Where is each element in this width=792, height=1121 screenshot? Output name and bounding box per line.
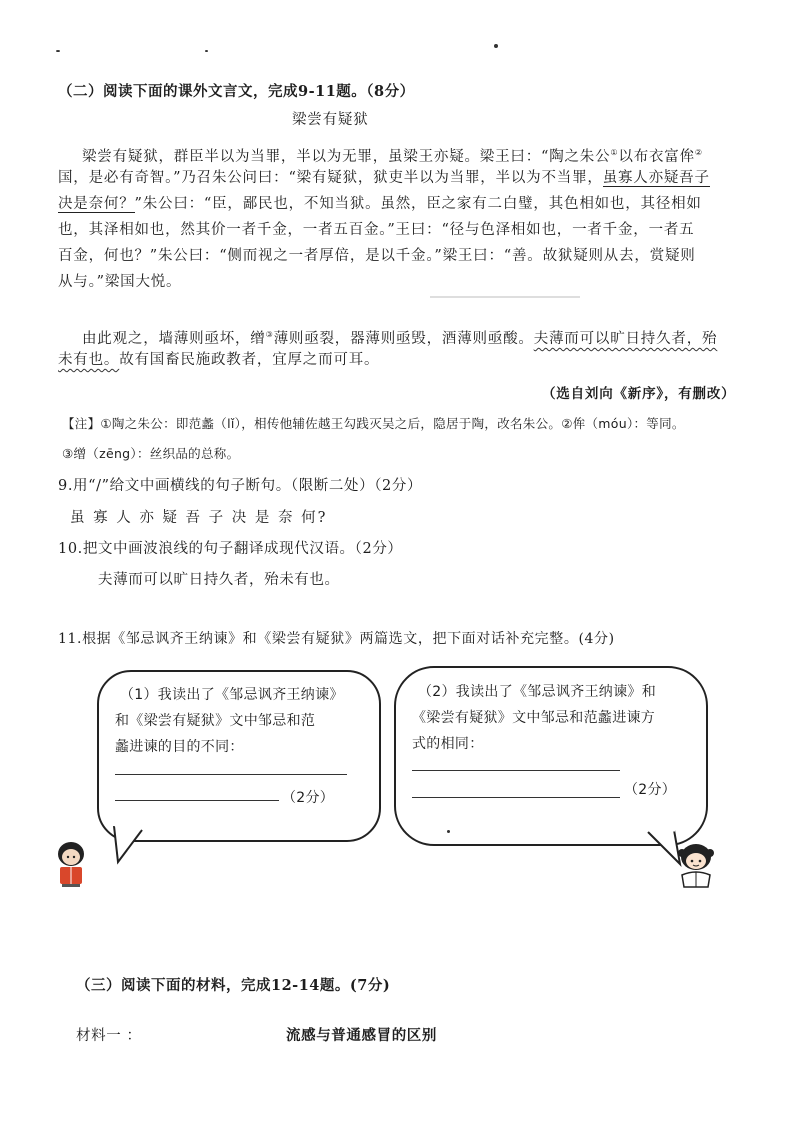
passage-line: 由此观之，墙薄则亟坏，缯③薄则亟裂，器薄则亟毁，酒薄则亟酸。夫薄而可以旷日持久者，殆 [82,330,718,347]
answer-line[interactable] [412,770,620,771]
wavy-sentence-part2: 未有也。 [58,352,120,368]
answer-line[interactable] [412,797,620,798]
speck [205,50,208,52]
passage-line: 未有也。故有国畜民施政教者，宜厚之而可耳。 [58,352,380,368]
wavy-sentence-part1: 夫薄而可以旷日持久者，殆 [533,330,718,347]
question-9-prompt: 9.用“/”给文中画横线的句子断句。（限断二处）（2分） [58,478,423,494]
bubble-1-text-l3: 蠡进谏的目的不同： [115,739,244,755]
footnote-mark: ③ [265,330,274,339]
footnote-mark: ① [610,148,619,157]
girl-reading-icon [676,843,716,889]
answer-line[interactable] [115,800,279,801]
material-label: 材料一 ： [76,1028,142,1044]
bubble-1-text-l2: 和《梁尝有疑狱》文中邹忌和范 [115,713,316,729]
bubble-2-text-l2: 《梁尝有疑狱》文中邹忌和范蠡进谏方 [412,710,656,726]
bubble-1-score: （2分） [282,790,335,806]
bubble-1-tail [108,826,158,866]
student-reading-icon [52,840,90,888]
footnotes-line1: 【注】①陶之朱公：即范蠡（lǐ），相传他辅佐越王勾践灭吴之后，隐居于陶，改名朱公。②侔（móu）：等同。 [62,416,685,431]
question-11-prompt: 11.根据《邹忌讽齐王纳谏》和《梁尝有疑狱》两篇选文，把下面对话补充完整。(4分) [58,631,615,647]
section2-heading: （二）阅读下面的课外文言文，完成9-11题。（8分） [58,83,415,100]
speck [447,830,450,833]
speck [56,50,60,52]
material-title: 流感与普通感冒的区别 [286,1027,437,1044]
passage-source: （选自刘向《新序》，有删改） [542,386,736,402]
footnotes-line2: ③缯（zēng）：丝织品的总称。 [62,446,240,461]
passage-line: 从与。”梁国大悦。 [58,274,182,290]
footnote-mark: ② [694,148,703,157]
passage-line: 也，其泽相如也，然其价一者千金，一者五百金。”王曰：“径与色泽相如也，一者千金，一者五 [58,222,695,238]
bubble-2-text-l3: 式的相同： [412,736,484,752]
underlined-sentence-part2: 决是奈何？ [58,196,135,212]
bubble-2-score: （2分） [624,782,677,798]
passage-line: 国，是必有奇智。”乃召朱公问曰：“梁有疑狱，狱吏半以为当罪，半以为不当罪，虽寡人亦疑吾子 [58,170,710,186]
bubble-2-text-l1: （2）我读出了《邹忌讽齐王纳谏》和 [418,684,657,700]
bubble-1-text-l1: （1）我读出了《邹忌讽齐王纳谏》 [120,687,344,703]
question-10-sentence: 夫薄而可以旷日持久者，殆未有也。 [98,572,340,588]
question-9-sentence: 虽 寡 人 亦 疑 吾 子 决 是 奈 何? [70,510,328,526]
passage-line: 梁尝有疑狱，群臣半以为当罪，半以为无罪，虽梁王亦疑。梁王曰：“陶之朱公①以布衣富侔② [82,148,703,165]
passage-line: 百金，何也？”朱公曰：“侧而视之一者厚倍，是以千金。”梁王曰：“善。故狱疑则从去，赏疑则 [58,248,696,264]
question-10-prompt: 10.把文中画波浪线的句子翻译成现代汉语。（2分） [58,541,403,557]
answer-line[interactable] [115,774,347,775]
passage-title: 梁尝有疑狱 [292,112,369,128]
speck [494,44,498,48]
passage-line: 决是奈何？”朱公曰：“臣，鄙民也，不知当狱。虽然，臣之家有二白璧，其色相如也，其径相如 [58,196,702,212]
section3-heading: （三）阅读下面的材料，完成12-14题。(7分) [76,977,391,994]
underlined-sentence-part1: 虽寡人亦疑吾子 [602,170,710,186]
scan-smudge [430,296,580,298]
